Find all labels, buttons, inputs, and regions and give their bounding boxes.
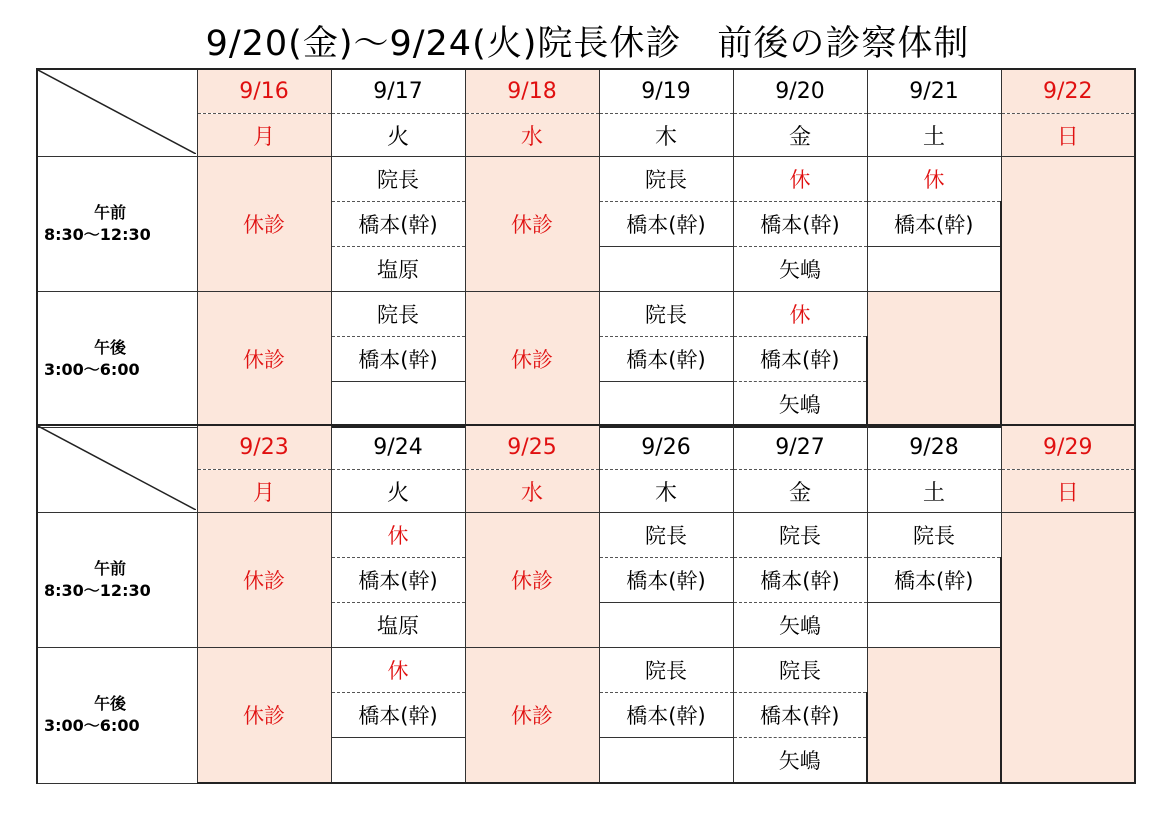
closed-cell: 休診 <box>465 648 599 784</box>
doctor-cell: 橋本(幹) <box>733 693 867 738</box>
am-label-title: 午前 <box>94 559 127 578</box>
weekday-cell: 月 <box>197 114 331 157</box>
weekday-cell: 土 <box>867 470 1001 513</box>
weekday-cell: 土 <box>867 114 1001 157</box>
pm-label-title: 午後 <box>94 338 127 358</box>
closed-cell: 休診 <box>197 513 331 648</box>
weekday-cell: 火 <box>331 470 465 513</box>
date-cell: 9/28 <box>867 425 1001 470</box>
am-label-title: 午前 <box>94 203 127 222</box>
doctor-cell: 橋本(幹) <box>331 558 465 603</box>
closed-cell: 休診 <box>197 648 331 784</box>
doctor-cell: 橋本(幹) <box>331 693 465 738</box>
doctor-cell: 休 <box>331 648 465 693</box>
weekday-cell: 月 <box>197 470 331 513</box>
doctor-cell: 橋本(幹) <box>599 337 733 382</box>
closed-cell: 休診 <box>465 157 599 292</box>
doctor-cell: 休 <box>867 157 1001 202</box>
closed-cell: 休診 <box>197 292 331 428</box>
date-cell: 9/23 <box>197 425 331 470</box>
doctor-cell: 院長 <box>599 157 733 202</box>
weekday-cell: 金 <box>733 114 867 157</box>
am-label-hours: 8:30～12:30 <box>44 225 151 244</box>
doctor-cell: 休 <box>733 292 867 337</box>
doctor-cell: 院長 <box>331 157 465 202</box>
doctor-cell <box>599 247 733 292</box>
date-cell: 9/22 <box>1001 69 1135 114</box>
pm-label-hours: 3:00～6:00 <box>44 360 140 380</box>
doctor-cell: 矢嶋 <box>733 738 867 784</box>
doctor-cell: 矢嶋 <box>733 247 867 292</box>
sunday-closed-cell <box>1001 157 1135 428</box>
doctor-cell: 院長 <box>331 292 465 337</box>
weekday-cell: 水 <box>465 114 599 157</box>
doctor-cell: 休 <box>331 513 465 558</box>
weekday-cell: 火 <box>331 114 465 157</box>
pm-time-label <box>37 648 197 784</box>
closed-cell: 休診 <box>465 513 599 648</box>
doctor-cell: 休 <box>733 157 867 202</box>
doctor-cell: 矢嶋 <box>733 382 867 428</box>
date-cell: 9/21 <box>867 69 1001 114</box>
saturday-pm-closed-cell <box>867 648 1001 784</box>
doctor-cell: 橋本(幹) <box>733 202 867 247</box>
weekday-cell: 金 <box>733 470 867 513</box>
pm-label-title: 午後 <box>94 694 127 714</box>
date-cell: 9/25 <box>465 425 599 470</box>
doctor-cell <box>867 247 1001 292</box>
doctor-cell: 橋本(幹) <box>599 693 733 738</box>
am-time-label <box>37 157 197 292</box>
sunday-closed-cell <box>1001 513 1135 784</box>
doctor-cell: 院長 <box>867 513 1001 558</box>
doctor-cell <box>599 603 733 648</box>
doctor-cell: 院長 <box>599 292 733 337</box>
doctor-cell: 塩原 <box>331 247 465 292</box>
date-cell: 9/19 <box>599 69 733 114</box>
am-time-label <box>37 513 197 648</box>
doctor-cell <box>599 738 733 784</box>
weekday-cell: 木 <box>599 470 733 513</box>
doctor-cell: 橋本(幹) <box>733 337 867 382</box>
doctor-cell: 橋本(幹) <box>331 202 465 247</box>
saturday-pm-closed-cell <box>867 292 1001 428</box>
doctor-cell <box>331 738 465 784</box>
doctor-cell: 院長 <box>733 513 867 558</box>
doctor-cell <box>599 382 733 428</box>
doctor-cell <box>867 603 1001 648</box>
doctor-cell: 橋本(幹) <box>599 558 733 603</box>
am-label-hours: 8:30～12:30 <box>44 581 151 600</box>
doctor-cell: 橋本(幹) <box>733 558 867 603</box>
page-title: 9/20(金)～9/24(火)院長休診 前後の診察体制 <box>205 24 970 64</box>
doctor-cell: 橋本(幹) <box>599 202 733 247</box>
date-cell: 9/26 <box>599 425 733 470</box>
corner-cell <box>37 69 197 157</box>
doctor-cell: 院長 <box>599 648 733 693</box>
corner-cell <box>37 425 197 513</box>
doctor-cell: 塩原 <box>331 603 465 648</box>
date-cell: 9/18 <box>465 69 599 114</box>
date-cell: 9/17 <box>331 69 465 114</box>
weekday-cell: 日 <box>1001 114 1135 157</box>
schedule-week-2 <box>36 424 1136 784</box>
doctor-cell: 橋本(幹) <box>331 337 465 382</box>
date-cell: 9/24 <box>331 425 465 470</box>
doctor-cell: 橋本(幹) <box>867 558 1001 603</box>
diagonal-line-icon <box>38 426 196 510</box>
doctor-cell <box>331 382 465 428</box>
doctor-cell: 矢嶋 <box>733 603 867 648</box>
weekday-cell: 日 <box>1001 470 1135 513</box>
schedule-week-1 <box>36 68 1136 428</box>
closed-cell: 休診 <box>197 157 331 292</box>
date-cell: 9/16 <box>197 69 331 114</box>
closed-cell: 休診 <box>465 292 599 428</box>
date-cell: 9/20 <box>733 69 867 114</box>
doctor-cell: 橋本(幹) <box>867 202 1001 247</box>
weekday-cell: 水 <box>465 470 599 513</box>
pm-label-hours: 3:00～6:00 <box>44 716 140 736</box>
diagonal-line-icon <box>38 70 196 154</box>
date-cell: 9/27 <box>733 425 867 470</box>
date-cell: 9/29 <box>1001 425 1135 470</box>
weekday-cell: 木 <box>599 114 733 157</box>
doctor-cell: 院長 <box>599 513 733 558</box>
pm-time-label <box>37 292 197 428</box>
doctor-cell: 院長 <box>733 648 867 693</box>
